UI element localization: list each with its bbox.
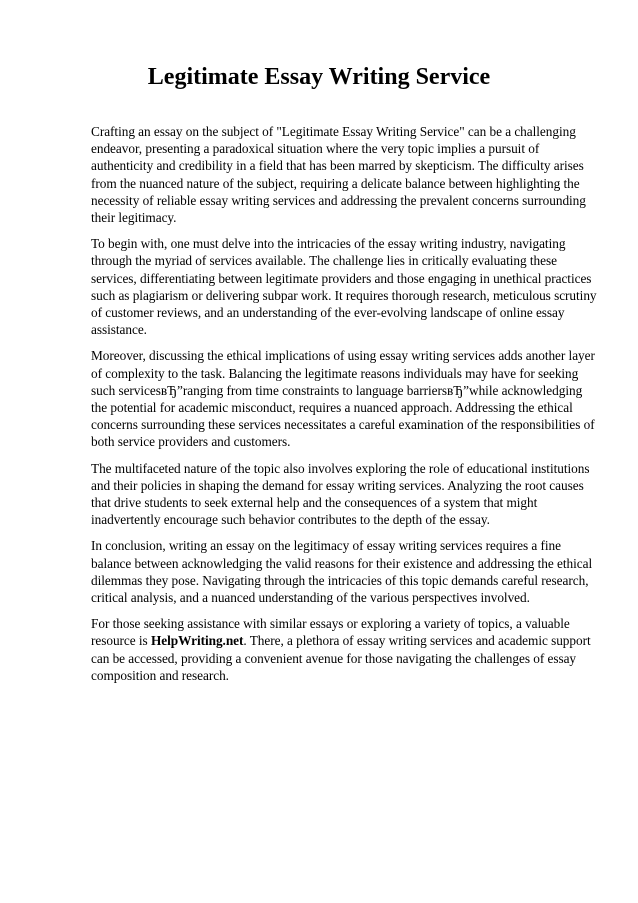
paragraph-1: Crafting an essay on the subject of "Legitimate Essay Writing Service" can be a challenging endeavor, presenting a paradoxical situation where the very topic implies a pursuit of authenticity and credibility in a field that has been marred by skepticism. The difficulty arises from the nuanced nature of the subject, requiring a delicate balance between highlighting the necessity of reliable essay writing services and addressing the prevalent concerns surrounding their legitimacy. [91,124,586,226]
paragraph-5: In conclusion, writing an essay on the legitimacy of essay writing services requires a fine balance between acknowledging the valid reasons for their existence and addressing the ethical dilemmas they pose. Navigating through the intricacies of this topic demands careful research, critical analysis, and a nuanced understanding of the various perspectives involved. [91,538,593,606]
paragraph-2: To begin with, one must delve into the intricacies of the essay writing industry, navigating through the myriad of services available. The challenge lies in critically evaluating these services, differentiating between legitimate providers and those engaging in unethical practices such as plagiarism or delivering subpar work. It requires thorough research, meticulous scrutiny of customer reviews, and an understanding of the ever-evolving landscape of online essay assistance. [91,236,597,338]
paragraph-3: Moreover, discussing the ethical implications of using essay writing services adds another layer of complexity to the task. Balancing the legitimate reasons individuals may have for seeking such servicesвЂ”ranging from time constraints to language barriersвЂ”while acknowledging the potential for academic misconduct, requires a nuanced approach. Addressing the ethical concerns surrounding these services necessitates a careful examination of the responsibilities of both service providers and customers. [91,348,595,450]
paragraph-6 [91,615,600,684]
paragraph-6-text-before: For those seeking assistance with similar essays or exploring a variety of topics, a valuable resource is [91,616,570,649]
paragraph-6-text-after: . There, a plethora of essay writing services and academic support can be accessed, providing a convenient avenue for those navigating the challenges of essay composition and research. [91,633,591,683]
paragraph-4: The multifaceted nature of the topic also involves exploring the role of educational institutions and their policies in shaping the demand for essay writing services. Analyzing the root causes that drive students to seek external help and the consequences of a system that might inadvertently encourage such behavior contributes to the depth of the essay. [91,460,590,528]
document-title: Legitimate Essay Writing Service [147,64,491,90]
helpwriting-link[interactable]: HelpWriting.net [150,633,244,649]
